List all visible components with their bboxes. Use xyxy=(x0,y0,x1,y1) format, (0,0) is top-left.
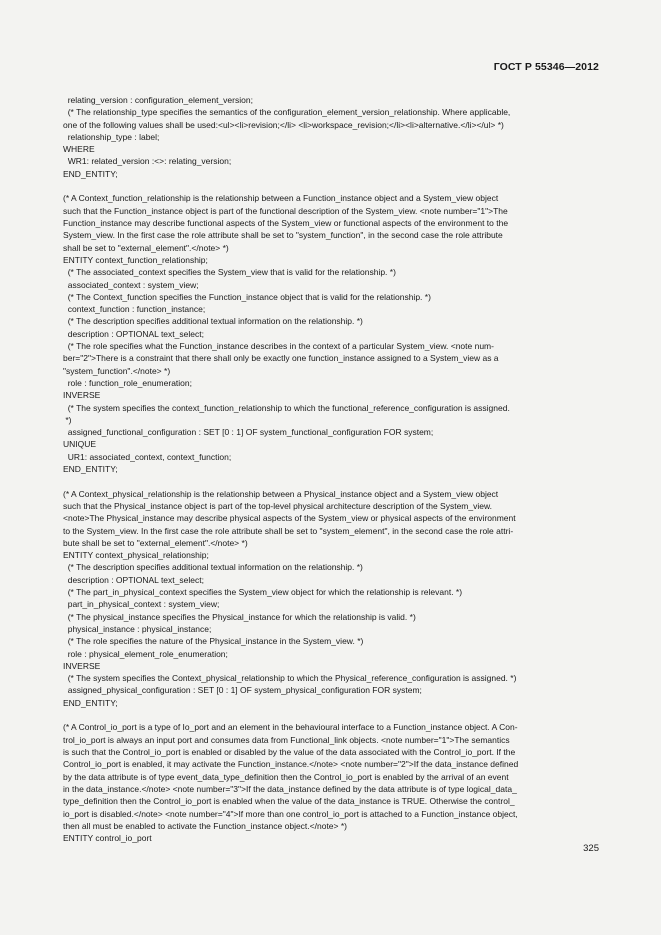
text-line: END_ENTITY; xyxy=(63,464,118,474)
text-line: shall be set to "external_element".</note> *) xyxy=(63,242,229,253)
text-line: (* The role specifies what the Function_instance describes in the context of a particular System_view. <note num- xyxy=(63,341,494,352)
text-line: (* The description specifies additional textual information on the relationship. *) xyxy=(63,316,363,327)
text-line: ber="2">There is a constraint that there shall only be exactly one function_instance assigned to a System_view as a xyxy=(63,353,499,364)
text-line: role : physical_element_role_enumeration; xyxy=(63,648,228,659)
text-line: physical_instance : physical_instance; xyxy=(63,623,212,634)
text-line: by the data attribute is of type event_data_type_definition then the Control_io_port is enabled by the arrival of an event xyxy=(63,771,509,782)
text-line: UR1: associated_context, context_function; xyxy=(63,451,232,462)
page-number: 325 xyxy=(583,843,599,854)
text-line: (* The physical_instance specifies the Physical_instance for which the relationship is valid. *) xyxy=(63,611,416,622)
text-line: assigned_functional_configuration : SET [0 : 1] OF system_functional_configuration FOR system; xyxy=(63,427,434,438)
text-line: description : OPTIONAL text_select; xyxy=(63,328,204,339)
text-line: (* The associated_context specifies the System_view that is valid for the relationship. *) xyxy=(63,267,396,278)
text-line: such that the Physical_instance object is part of the top-level physical architecture description of the System_view. xyxy=(63,500,493,511)
text-line: (* The description specifies additional textual information on the relationship. *) xyxy=(63,562,363,573)
text-line: context_function : function_instance; xyxy=(63,304,206,315)
text-line: relating_version : configuration_element_version; xyxy=(63,95,253,105)
text-line: (* A Control_io_port is a type of Io_port and an element in the behavioural interface to a Function_instance object. A Con- xyxy=(63,722,518,733)
text-line: INVERSE xyxy=(63,660,101,671)
text-line: <note>The Physical_instance may describe physical aspects of the System_view or physical aspects of the environment xyxy=(63,513,516,524)
text-line: io_port is disabled.</note> <note number="4">If more than one control_io_port is attached to a Function_instance object, xyxy=(63,808,518,819)
text-line: description : OPTIONAL text_select; xyxy=(63,574,204,585)
text-line: ENTITY control_io_port xyxy=(63,833,152,844)
text-line: (* The system specifies the Context_physical_relationship to which the Physical_reference_configuration is assigned. *) xyxy=(63,673,517,684)
text-line: then all must be enabled to activate the Function_instance object.</note> *) xyxy=(63,820,347,831)
text-line: (* The Context_function specifies the Function_instance object that is valid for the relationship. *) xyxy=(63,291,431,302)
text-line: part_in_physical_context : system_view; xyxy=(63,599,220,610)
express-schema-text xyxy=(63,94,603,844)
text-line: WR1: related_version :<>: relating_version; xyxy=(63,156,232,167)
text-line: UNIQUE xyxy=(63,439,97,450)
text-line: (* The relationship_type specifies the semantics of the configuration_element_version_relationship. Where applicable, xyxy=(63,107,511,118)
text-line: END_ENTITY; xyxy=(63,697,118,708)
paragraph-gap xyxy=(63,709,603,721)
text-line: bute shall be set to "external_element".</note> *) xyxy=(63,537,248,548)
text-line: to the System_view. In the first case the role attribute shall be set to "system_element", in the second case the role attri- xyxy=(63,525,514,536)
text-line: role : function_role_enumeration; xyxy=(63,377,192,388)
text-line: WHERE xyxy=(63,144,95,155)
text-line: in the data_instance.</note> <note number="3">If the data_instance defined by the data attribute is of type logical_data_ xyxy=(63,783,517,794)
text-line: is such that the Control_io_port is enabled or disabled by the value of the data associated with the Control_io_port. If the xyxy=(63,747,516,758)
text-line: *) xyxy=(63,414,72,425)
text-line: END_ENTITY; xyxy=(63,168,118,179)
text-line: associated_context : system_view; xyxy=(63,279,199,290)
text-line: ENTITY context_physical_relationship; xyxy=(63,550,209,561)
text-line: type_definition then the Control_io_port is enabled when the value of the data_instance is TRUE. Otherwise the control_ xyxy=(63,796,515,807)
paragraph-gap xyxy=(63,475,603,487)
text-line: (* A Context_physical_relationship is the relationship between a Physical_instance object and a System_view object xyxy=(63,488,499,499)
paragraph-gap xyxy=(63,180,603,192)
text-line: (* The system specifies the context_function_relationship to which the functional_reference_configuration is assigned. xyxy=(63,402,510,413)
standard-code-header: ГОСТ Р 55346—2012 xyxy=(493,61,599,73)
text-line: such that the Function_instance object is part of the functional description of the System_view. <note number="1">The xyxy=(63,205,508,216)
text-line: one of the following values shall be used:<ul><li>revision;</li> <li>workspace_revision;</li><li>alternative.</li></ul> *) xyxy=(63,119,504,130)
text-line: (* The role specifies the nature of the Physical_instance in the System_view. *) xyxy=(63,636,364,647)
text-line: ENTITY context_function_relationship; xyxy=(63,254,208,265)
text-line: "system_function".</note> *) xyxy=(63,365,171,376)
text-line: Control_io_port is enabled, it may activate the Function_instance.</note> <note number="2">If the data_instance defined xyxy=(63,759,519,770)
text-line: System_view. In the first case the role attribute shall be set to "system_function", in the second case the role attribute xyxy=(63,230,503,241)
text-line: trol_io_port is always an input port and consumes data from Functional_link objects. <note number="1">The semantics xyxy=(63,734,510,745)
text-line: INVERSE xyxy=(63,390,101,401)
text-line: (* The part_in_physical_context specifies the System_view object for which the relationship is relevant. *) xyxy=(63,587,463,598)
text-line: assigned_physical_configuration : SET [0 : 1] OF system_physical_configuration FOR system; xyxy=(63,685,422,696)
text-line: Function_instance may describe functional aspects of the System_view or functional aspects of the environment to the xyxy=(63,218,509,229)
text-line: relationship_type : label; xyxy=(63,131,160,142)
text-line: (* A Context_function_relationship is the relationship between a Function_instance object and a System_view object xyxy=(63,193,499,204)
